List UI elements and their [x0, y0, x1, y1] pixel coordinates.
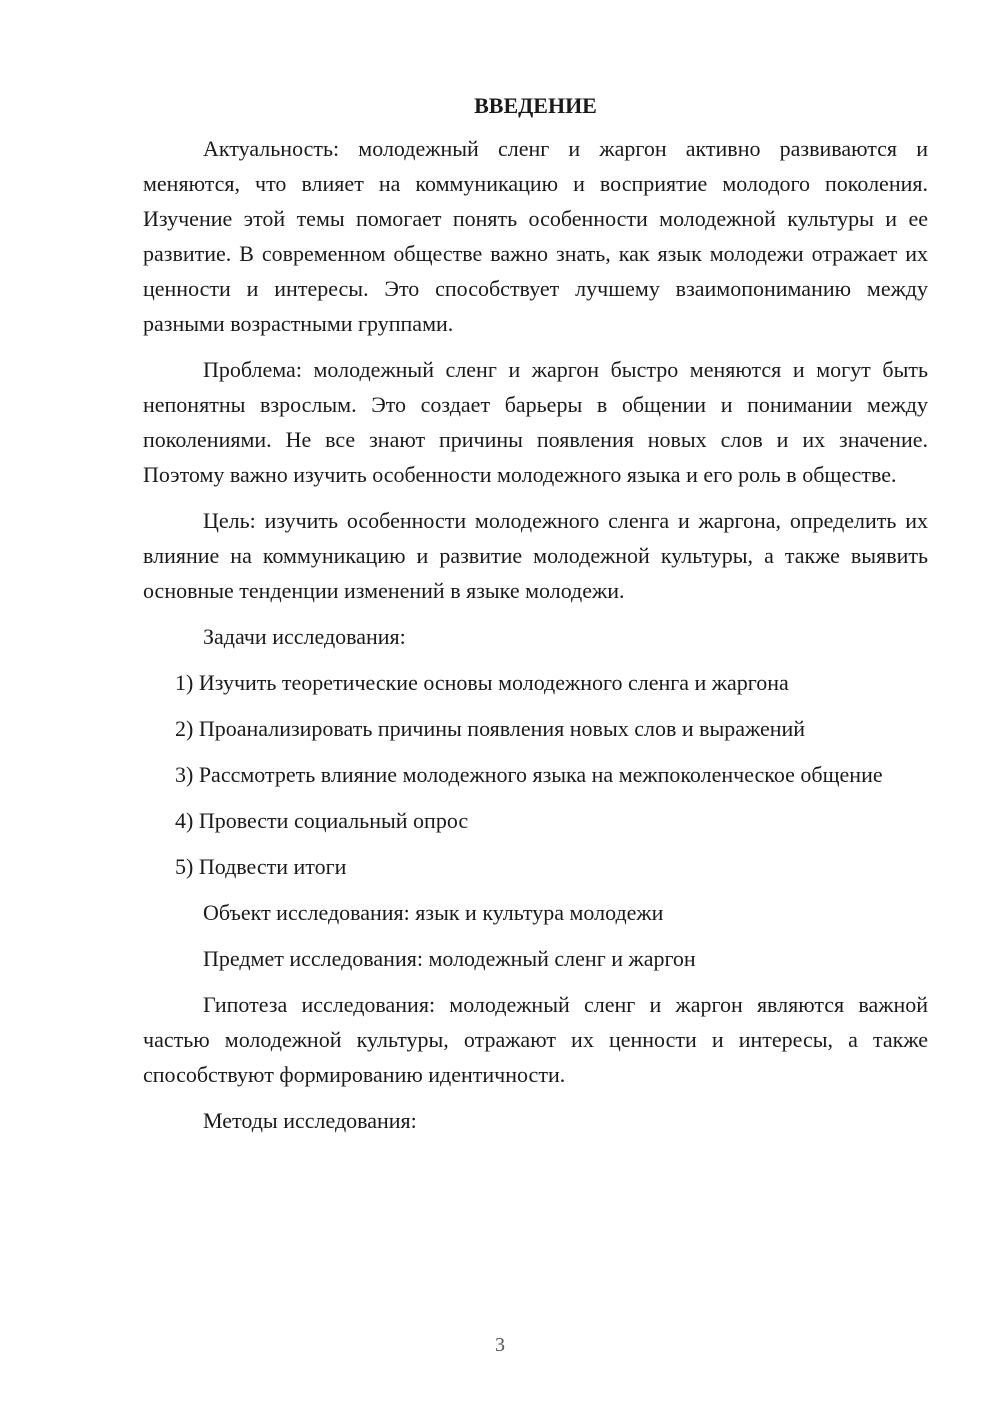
section-title: ВВЕДЕНИЕ	[474, 93, 597, 118]
task-item-2: 2) Проанализировать причины появления новых слов и выражений	[175, 716, 806, 741]
paragraph-object: Объект исследования: язык и культура молодежи	[203, 900, 664, 925]
paragraph-subject: Предмет исследования: молодежный сленг и жаргон	[203, 946, 696, 971]
task-item-1: 1) Изучить теоретические основы молодежного сленга и жаргона	[175, 670, 789, 695]
paragraph-hypothesis: Гипотеза исследования: молодежный сленг и жаргон являются важной частью молодежной культуры, отражают их ценности и интересы, а также способствуют формированию идентичности.	[143, 992, 928, 1087]
paragraph-methods: Методы исследования:	[203, 1108, 417, 1133]
document-page	[143, 88, 928, 1149]
task-item-5: 5) Подвести итоги	[175, 854, 347, 879]
paragraph-problem: Проблема: молодежный сленг и жаргон быстро меняются и могут быть непонятны взрослым. Это создает барьеры в общении и понимании между поколениями. Не все знают причины появления новых слов и их значение. Поэтому важно изучить особенности молодежного языка и его роль в обществе.	[143, 357, 928, 487]
paragraph-relevance: Актуальность: молодежный сленг и жаргон активно развиваются и меняются, что влияет на коммуникацию и восприятие молодого поколения. Изучение этой темы помогает понять особенности молодежной культуры и ее развитие. В современном обществе важно знать, как язык молодежи отражает их ценности и интересы. Это способствует лучшему взаимопониманию между разными возрастными группами.	[143, 136, 928, 336]
task-item-4: 4) Провести социальный опрос	[175, 808, 469, 833]
task-item-3: 3) Рассмотреть влияние молодежного языка на межпоколенческое общение	[175, 762, 883, 787]
page-number: 3	[495, 1334, 505, 1356]
paragraph-goal: Цель: изучить особенности молодежного сленга и жаргона, определить их влияние на коммуникацию и развитие молодежной культуры, а также выявить основные тенденции изменений в языке молодежи.	[143, 508, 928, 603]
paragraph-tasks-heading: Задачи исследования:	[203, 624, 406, 649]
